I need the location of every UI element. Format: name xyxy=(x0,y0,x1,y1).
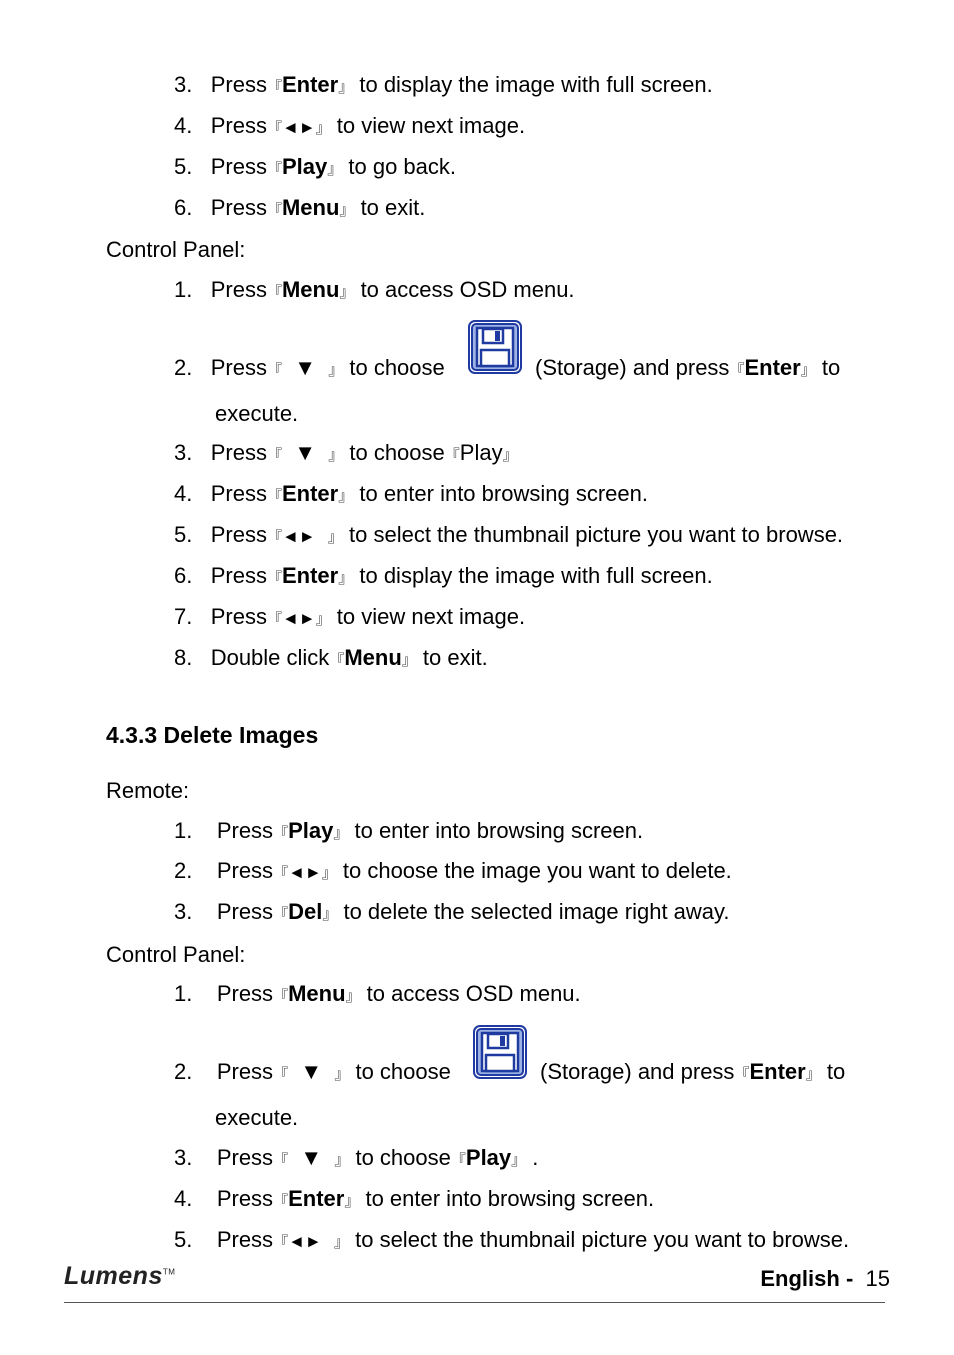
cp-step-2-tail xyxy=(535,355,840,384)
key-label: Enter xyxy=(281,72,339,97)
step-verb: Press xyxy=(210,355,267,380)
step-text: to enter into browsing screen. xyxy=(359,481,648,506)
step-verb: Press xyxy=(216,899,274,924)
step-number: 3. xyxy=(174,1145,193,1170)
bracket-open: 『 xyxy=(273,1234,289,1251)
bracket-open: 『 xyxy=(266,570,282,587)
key-label: Menu xyxy=(344,645,402,670)
step-text: to access OSD menu. xyxy=(366,981,581,1006)
bracket-open: 『 xyxy=(273,865,289,882)
cp-step-5 xyxy=(174,522,843,551)
remote-step-3 xyxy=(174,72,713,101)
bracket-close: 』 xyxy=(328,447,344,464)
delete-cp-step-2 xyxy=(174,1059,451,1088)
logo-text: Lumens xyxy=(64,1262,163,1290)
floppy-disk-icon xyxy=(468,320,522,374)
bracket-close: 』 xyxy=(333,825,349,842)
step-number: 1. xyxy=(174,818,193,843)
key-label: Enter xyxy=(749,1059,806,1084)
bracket-open: 『 xyxy=(273,906,289,923)
step-verb: Press xyxy=(210,113,267,138)
step-verb: Press xyxy=(216,1145,274,1170)
cp-step-3 xyxy=(174,440,518,469)
key-label: Enter xyxy=(288,1186,345,1211)
step-verb: Press xyxy=(216,858,274,883)
step-text: to select the thumbnail picture you want to browse. xyxy=(355,1227,850,1252)
bracket-open: 『 xyxy=(266,488,282,505)
step-number: 1. xyxy=(174,277,193,302)
key-label: Enter xyxy=(744,355,801,380)
bracket-close: 』 xyxy=(334,1152,350,1169)
step-text: to enter into browsing screen. xyxy=(354,818,644,843)
bracket-open: 『 xyxy=(729,362,745,379)
step-text: to exit. xyxy=(360,195,426,220)
step-number: 5. xyxy=(174,154,193,179)
bracket-open: 『 xyxy=(266,362,282,379)
step-text: to display the image with full screen. xyxy=(359,563,713,588)
step-text: to choose the image you want to delete. xyxy=(342,858,732,883)
delete-cp-step-2-tail xyxy=(540,1059,845,1088)
step-verb: Press xyxy=(210,563,267,588)
bracket-close: 』 xyxy=(321,865,337,882)
bracket-close: 』 xyxy=(315,611,331,628)
step-text: to choose xyxy=(355,1059,451,1084)
footer-language: English xyxy=(760,1266,840,1291)
step-number: 3. xyxy=(174,899,193,924)
step-verb: Press xyxy=(210,440,267,465)
step-number: 4. xyxy=(174,481,193,506)
step-text: to enter into browsing screen. xyxy=(365,1186,655,1211)
step-number: 6. xyxy=(174,563,193,588)
bracket-close: 』 xyxy=(338,79,354,96)
section-label-control-panel: Control Panel: xyxy=(106,237,246,262)
step-verb: Press xyxy=(210,604,267,629)
lumens-logo xyxy=(64,1262,175,1291)
section-label-remote: Remote: xyxy=(106,778,190,803)
step-text: to exit. xyxy=(422,645,488,670)
down-arrow-icon: ▼ xyxy=(300,1145,323,1170)
step-text: to access OSD menu. xyxy=(360,277,575,302)
step-number: 8. xyxy=(174,645,193,670)
step-number: 7. xyxy=(174,604,193,629)
arrow-keys-icon: ◄► xyxy=(281,118,316,137)
delete-remote-step-2 xyxy=(174,858,732,887)
step-number: 4. xyxy=(174,1186,193,1211)
step-verb: Press xyxy=(216,1227,274,1252)
bracket-open: 『 xyxy=(266,79,282,96)
bracket-close: 』 xyxy=(339,202,355,219)
step-verb: Press xyxy=(210,72,267,97)
step-verb: Press xyxy=(216,818,274,843)
delete-remote-step-3 xyxy=(174,899,730,928)
delete-cp-step-2-continuation: execute. xyxy=(215,1105,299,1130)
remote-step-6 xyxy=(174,195,425,224)
bracket-open: 『 xyxy=(273,1193,289,1210)
bracket-open: 『 xyxy=(273,825,289,842)
key-label: Play xyxy=(281,154,328,179)
bracket-close: 』 xyxy=(502,447,518,464)
bracket-close: 』 xyxy=(401,652,417,669)
step-text: to choose xyxy=(349,355,445,380)
floppy-disk-icon xyxy=(473,1025,527,1079)
step-number: 2. xyxy=(174,858,193,883)
bracket-close: 』 xyxy=(345,988,361,1005)
cp-step-1 xyxy=(174,277,575,306)
arrow-keys-icon: ◄► xyxy=(288,1232,322,1251)
step-number: 3. xyxy=(174,440,193,465)
step-text: to xyxy=(826,1059,846,1084)
cp-step-4 xyxy=(174,481,648,510)
step-verb: Press xyxy=(210,277,267,302)
step-text: to delete the selected image right away. xyxy=(343,899,730,924)
bracket-close: 』 xyxy=(511,1152,527,1169)
step-verb: Press xyxy=(210,522,267,547)
bracket-open: 『 xyxy=(266,161,282,178)
step-number: 1. xyxy=(174,981,193,1006)
bracket-open: 『 xyxy=(734,1066,750,1083)
cp-step-6 xyxy=(174,563,713,592)
bracket-open: 『 xyxy=(273,988,289,1005)
bracket-open: 『 xyxy=(329,652,345,669)
bracket-close: 』 xyxy=(327,529,343,546)
page-number: 15 xyxy=(865,1266,890,1291)
bracket-close: 』 xyxy=(322,906,338,923)
section-heading: 4.3.3 Delete Images xyxy=(106,722,319,748)
bracket-close: 』 xyxy=(334,1066,350,1083)
section-label-control-panel-2: Control Panel: xyxy=(106,942,246,967)
cp-step-2 xyxy=(174,355,445,384)
key-label: Menu xyxy=(281,277,340,302)
footer-separator: - xyxy=(845,1266,854,1291)
bracket-open: 『 xyxy=(266,202,282,219)
remote-step-4 xyxy=(174,113,525,142)
step-verb: Press xyxy=(216,981,274,1006)
bracket-open: 『 xyxy=(266,120,282,137)
bracket-open: 『 xyxy=(444,447,460,464)
step-number: 5. xyxy=(174,1227,193,1252)
key-label: Del xyxy=(288,899,323,924)
step-number: 3. xyxy=(174,72,193,97)
down-arrow-icon: ▼ xyxy=(294,355,316,380)
bracket-close: 』 xyxy=(805,1066,821,1083)
bracket-open: 『 xyxy=(273,1152,289,1169)
step-text: to view next image. xyxy=(336,604,526,629)
bracket-open: 『 xyxy=(266,447,282,464)
cp-step-7 xyxy=(174,604,525,633)
arrow-keys-icon: ◄► xyxy=(281,609,316,628)
delete-cp-step-5 xyxy=(174,1227,849,1256)
cp-step-2-continuation: execute. xyxy=(215,401,299,426)
delete-remote-step-1 xyxy=(174,818,643,847)
step-number: 2. xyxy=(174,1059,193,1084)
step-text: . xyxy=(532,1145,539,1170)
bracket-open: 『 xyxy=(450,1152,466,1169)
bracket-open: 『 xyxy=(266,529,282,546)
bracket-close: 』 xyxy=(315,120,331,137)
step-text: to view next image. xyxy=(336,113,526,138)
bracket-close: 』 xyxy=(338,488,354,505)
step-text: (Storage) and press xyxy=(535,355,730,380)
key-label: Menu xyxy=(281,195,340,220)
step-number: 2. xyxy=(174,355,193,380)
trademark-mark: TM xyxy=(162,1267,176,1277)
step-verb: Press xyxy=(210,195,267,220)
key-label: Play xyxy=(465,1145,512,1170)
page-footer xyxy=(760,1266,890,1292)
cp-step-8 xyxy=(174,645,488,674)
arrow-keys-icon: ◄► xyxy=(281,527,316,546)
bracket-close: 』 xyxy=(344,1193,360,1210)
footer-divider xyxy=(64,1302,885,1303)
step-text: to choose xyxy=(349,440,445,465)
step-number: 6. xyxy=(174,195,193,220)
step-verb: Press xyxy=(216,1186,274,1211)
down-arrow-icon: ▼ xyxy=(294,440,316,465)
bracket-open: 『 xyxy=(266,284,282,301)
delete-cp-step-4 xyxy=(174,1186,654,1215)
delete-cp-step-1 xyxy=(174,981,581,1010)
step-text: to display the image with full screen. xyxy=(359,72,713,97)
key-label: Play xyxy=(459,440,503,465)
key-label: Play xyxy=(288,818,334,843)
key-label: Enter xyxy=(281,481,339,506)
step-text: to go back. xyxy=(348,154,457,179)
bracket-open: 『 xyxy=(273,1066,289,1083)
step-verb: Double click xyxy=(210,645,330,670)
bracket-close: 』 xyxy=(338,570,354,587)
bracket-open: 『 xyxy=(266,611,282,628)
step-number: 4. xyxy=(174,113,193,138)
step-verb: Press xyxy=(210,154,267,179)
bracket-close: 』 xyxy=(333,1234,349,1251)
arrow-keys-icon: ◄► xyxy=(288,863,322,882)
bracket-close: 』 xyxy=(328,362,344,379)
key-label: Menu xyxy=(288,981,346,1006)
key-label: Enter xyxy=(281,563,339,588)
remote-step-5 xyxy=(174,154,456,183)
step-text: to select the thumbnail picture you want to browse. xyxy=(349,522,844,547)
step-verb: Press xyxy=(210,481,267,506)
step-text: (Storage) and press xyxy=(540,1059,735,1084)
step-text: to xyxy=(821,355,841,380)
step-verb: Press xyxy=(216,1059,274,1084)
bracket-close: 』 xyxy=(339,284,355,301)
step-number: 5. xyxy=(174,522,193,547)
down-arrow-icon: ▼ xyxy=(300,1059,323,1084)
step-text: to choose xyxy=(355,1145,451,1170)
bracket-close: 』 xyxy=(800,362,816,379)
delete-cp-step-3 xyxy=(174,1145,538,1174)
bracket-close: 』 xyxy=(327,161,343,178)
